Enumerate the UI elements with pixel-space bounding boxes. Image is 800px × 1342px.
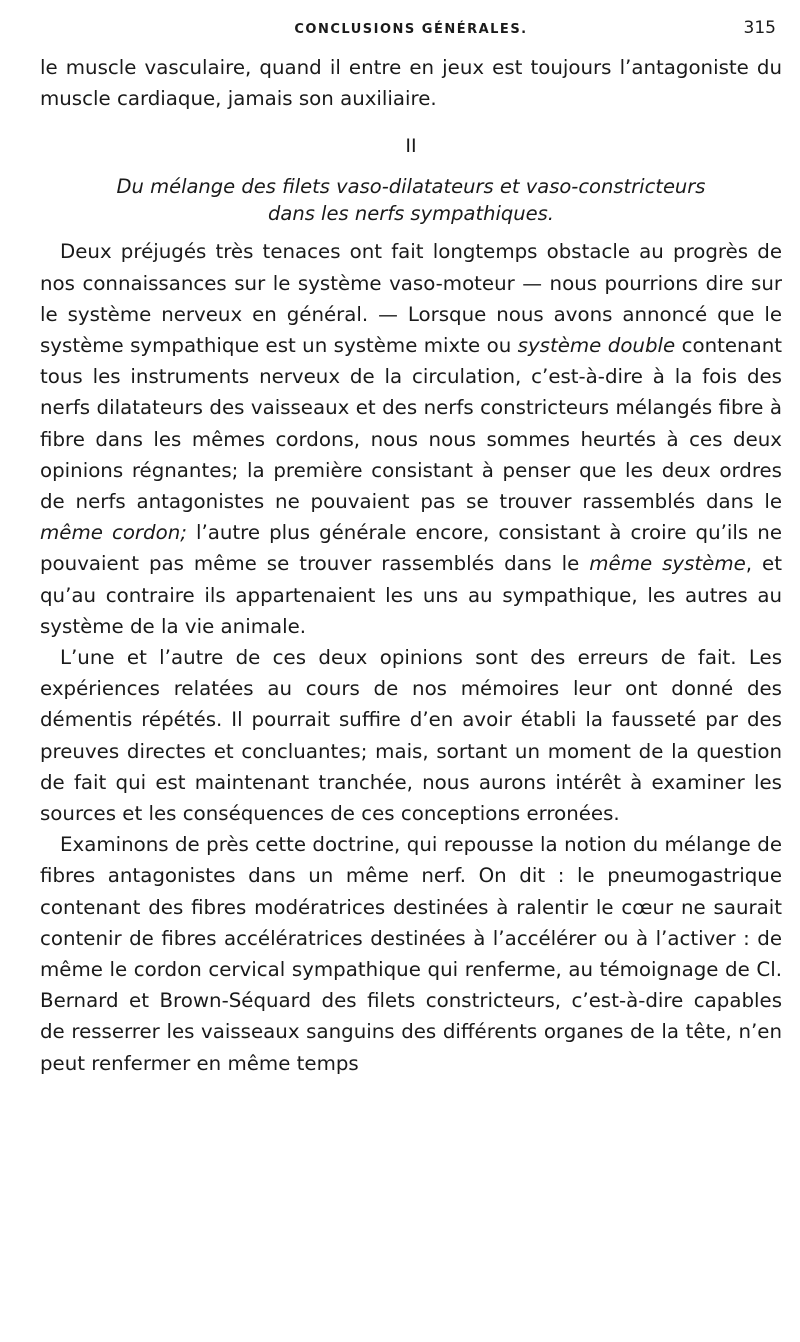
section-number: II [405, 135, 417, 158]
emphasis-meme-cordon: même cordon; [40, 521, 187, 545]
intro-paragraph: le muscle vasculaire, quand il entre en jeux est toujours l’antagoniste du muscle cardiaque, jamais son auxiliaire. [40, 56, 782, 111]
emphasis-meme-systeme: même système [589, 552, 746, 576]
body-text [40, 52, 782, 1079]
emphasis-systeme-double: système double [517, 334, 676, 358]
paragraph-3: Examinons de près cette doctrine, qui repousse la notion du mélange de fibres antagonistes dans un même nerf. On dit : le pneumogastrique contenant des fibres modératrices destinées à ralentir le cœur ne saurait contenir de fibres accélératrices destinées à l’accélérer ou à l’activer : de même le cordon cervical sympathique qui renferme, au témoignage de Cl. Bernard et Brown-Séquard des filets constricteurs, c’est-à-dire capables de resserrer les vaisseaux sanguins des différents organes de la tête, n’en peut renfermer en même temps [40, 833, 782, 1075]
paragraph-1-text-c: l’autre plus générale encore, consistant à croire qu’ils ne pouvaient pas même se trouver rassemblés dans le [40, 521, 783, 576]
book-page [40, 0, 782, 1342]
page-header [40, 0, 782, 52]
paragraph-1-text-d: , et qu’au contraire ils appartenaient les uns au sympathique, les autres au système de la vie animale. [40, 552, 782, 638]
paragraph-1 [40, 236, 782, 642]
paragraph-2: L’une et l’autre de ces deux opinions sont des erreurs de fait. Les expériences relatées au cours de nos mémoires leur ont donné des démentis répétés. Il pourrait suffire d’en avoir établi la fausseté par des preuves directes et concluantes; mais, sortant un moment de la question de fait qui est maintenant tranchée, nous aurons intérêt à examiner les sources et les conséquences de ces conceptions erronées. [40, 646, 782, 826]
paragraph-1-text-b: contenant tous les instruments nerveux de la circulation, c’est-à-dire à la fois des nerfs dilatateurs des vaisseaux et des nerfs constricteurs mélangés fibre à fibre dans les mêmes cordons, nous nous sommes heurtés à ces deux opinions régnantes; la première consistant à penser que les deux ordres de nerfs antagonistes ne pouvaient pas se trouver rassemblés dans le [40, 334, 782, 514]
page-number: 315 [743, 18, 776, 38]
section-title-line-1: Du mélange des filets vaso-dilatateurs et vaso-constricteurs [116, 175, 706, 199]
paragraph-1-text-a: Deux préjugés très tenaces ont fait longtemps obstacle au progrès de nos connaissances sur le système vaso-moteur — nous pourrions dire sur le système nerveux en général. — Lorsque nous avons annoncé que le système sympathique est un système mixte ou [40, 240, 782, 358]
running-title: CONCLUSIONS GÉNÉRALES. [294, 22, 528, 37]
section-title [40, 173, 782, 227]
section-title-line-2: dans les nerfs sympathiques. [268, 202, 554, 226]
